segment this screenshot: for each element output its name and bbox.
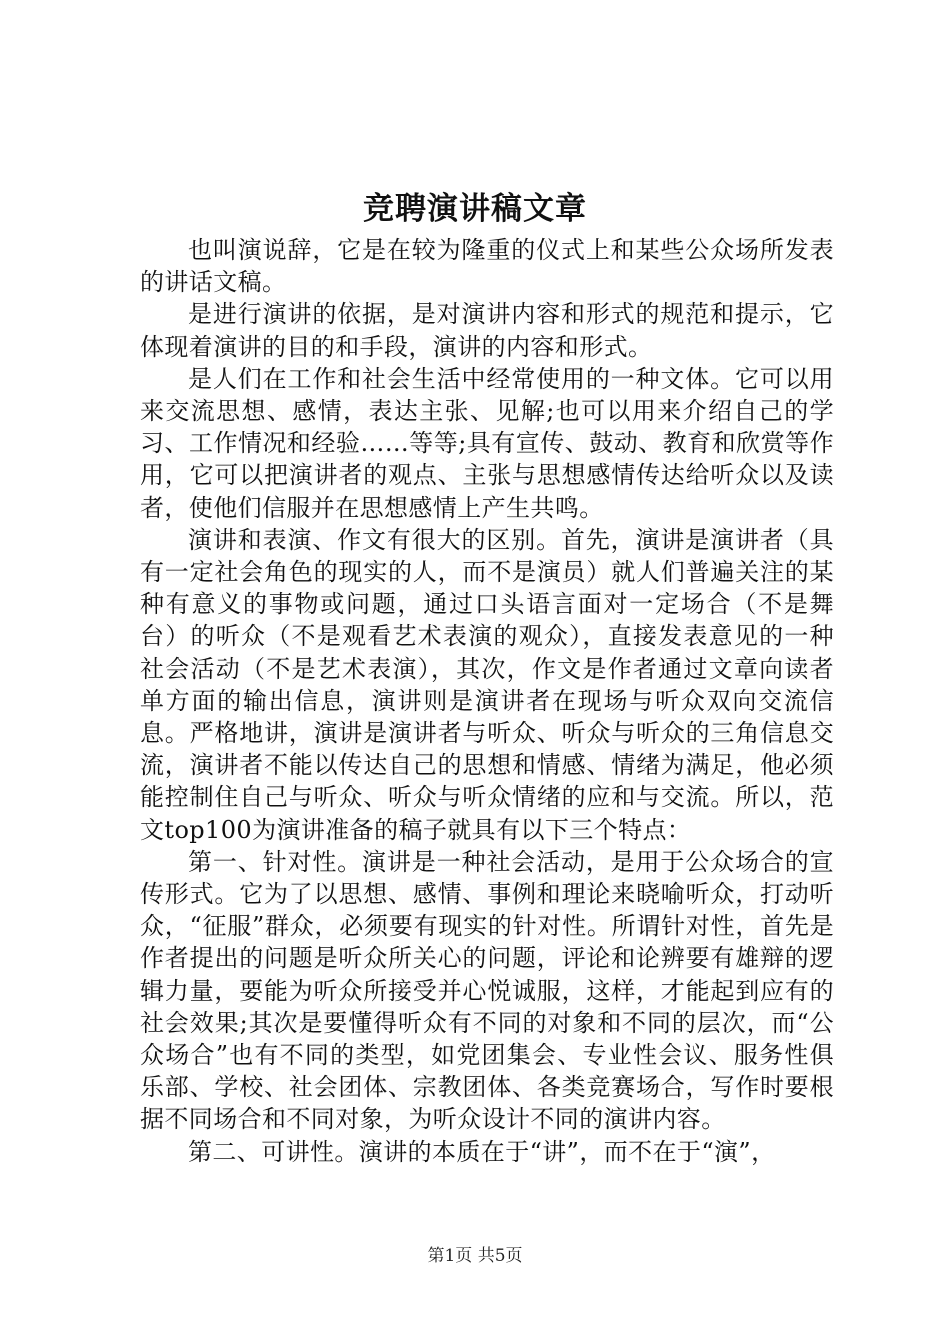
page-footer: 第1页 共5页 <box>427 1246 523 1266</box>
paragraph: 是进行演讲的依据，是对演讲内容和形式的规范和提示，它体现着演讲的目的和手段，演讲的内容和形式。 <box>140 300 834 361</box>
paragraph: 演讲和表演、作文有很大的区别。首先，演讲是演讲者（具有一定社会角色的现实的人，而不是演员）就人们普遍关注的某种有意义的事物或问题，通过口头语言面对一定场合（不是舞台）的听众（不是观看艺术表演的观众），直接发表意见的一种社会活动（不是艺术表演），其次，作文是作者通过文章向读者单方面的输出信息，演讲则是演讲者在现场与听众双向交流信息。严格地讲，演讲是演讲者与听众、听众与听众的三角信息交流，演讲者不能以传达自己的思想和情感、情绪为满足，他必须能控制住自己与听众、听众与听众情绪的应和与交流。所以，范文top100为演讲准备的稿子就具有以下三个特点： <box>140 525 834 844</box>
paragraph: 第一、针对性。演讲是一种社会活动，是用于公众场合的宣传形式。它为了以思想、感情、事例和理论来晓喻听众，打动听众，“征服”群众，必须要有现实的针对性。所谓针对性，首先是作者提出的问题是听众所关心的问题，评论和论辨要有雄辩的逻辑力量，要能为听众所接受并心悦诚服，这样，才能起到应有的社会效果;其次是要懂得听众有不同的对象和不同的层次，而“公众场合”也有不同的类型，如党团集会、专业性会议、服务性俱乐部、学校、社会团体、宗教团体、各类竞赛场合，写作时要根据不同场合和不同对象，为听众设计不同的演讲内容。 <box>140 847 834 1134</box>
document-body <box>140 234 834 1168</box>
document-title: 竞聘演讲稿文章 <box>363 191 587 227</box>
paragraph: 第二、可讲性。演讲的本质在于“讲”，而不在于“演”， <box>188 1137 776 1166</box>
paragraph: 也叫演说辞，它是在较为隆重的仪式上和某些公众场所发表的讲话文稿。 <box>140 236 834 297</box>
paragraph: 是人们在工作和社会生活中经常使用的一种文体。它可以用来交流思想、感情，表达主张、见解;也可以用来介绍自己的学习、工作情况和经验……等等;具有宣传、鼓动、教育和欣赏等作用，它可以把演讲者的观点、主张与思想感情传达给听众以及读者，使他们信服并在思想感情上产生共鸣。 <box>140 364 834 522</box>
